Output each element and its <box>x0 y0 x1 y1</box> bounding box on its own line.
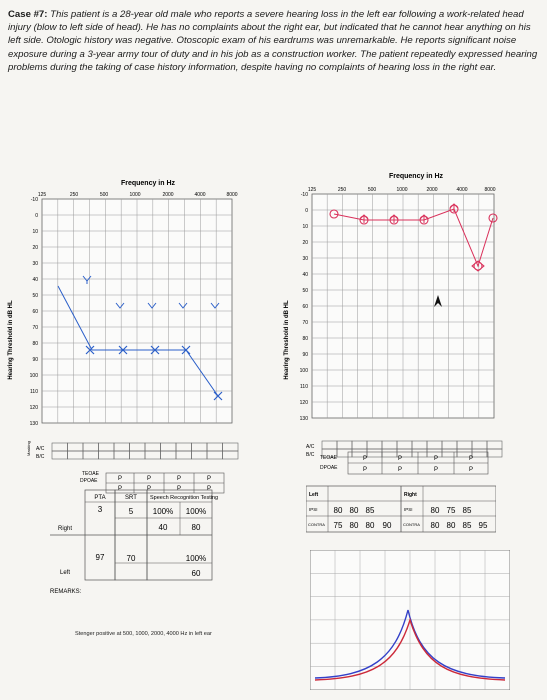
db-tick: 40 <box>32 277 38 283</box>
db-tick: 70 <box>32 325 38 331</box>
reflex-cell: 95 <box>478 521 488 530</box>
freq-tick: 4000 <box>194 192 206 198</box>
left-srt: 70 <box>126 554 136 563</box>
right-ac-label: A/C <box>306 444 315 450</box>
masking-box <box>52 443 68 451</box>
dpoae-label: DPOAE <box>80 478 98 484</box>
freq-tick: 1000 <box>129 192 141 198</box>
reflex-cell: 75 <box>333 521 343 530</box>
left-bc-label: B/C <box>36 454 45 460</box>
left-grid <box>42 199 232 423</box>
masking-box <box>223 451 239 459</box>
remarks-text: Stenger positive at 500, 1000, 2000, 4000 Hz in left ear <box>75 631 212 637</box>
case-title: Case #7: <box>8 9 48 20</box>
freq-tick: 8000 <box>226 192 238 198</box>
freq-tick: 2000 <box>426 187 438 193</box>
tympanogram <box>310 550 510 690</box>
freq-tick: 125 <box>37 192 47 198</box>
dpoae-cell: P <box>176 486 182 492</box>
masking-box <box>176 443 192 451</box>
masking-box <box>207 443 223 451</box>
right-wrs-2: 100% <box>185 507 207 516</box>
masking-box <box>223 443 239 451</box>
masking-box <box>83 443 99 451</box>
right-audiogram <box>276 170 544 480</box>
dpoae-cell: P <box>146 486 152 492</box>
reflex-cell: 80 <box>446 521 456 530</box>
reflex-left-label: Left <box>309 492 319 498</box>
right-grid <box>312 194 494 418</box>
reflex-cell: 80 <box>349 506 359 515</box>
masking-box <box>145 451 161 459</box>
db-tick: 130 <box>29 421 38 427</box>
db-tick: -10 <box>30 197 38 203</box>
dpoae-cell: P <box>433 467 439 473</box>
dpoae-cell: P <box>397 467 403 473</box>
right-ipsi-label: IPSI <box>404 507 413 512</box>
left-wrs: 100% <box>185 554 207 563</box>
case-description <box>8 8 538 74</box>
masking-box <box>145 443 161 451</box>
db-tick: 90 <box>302 352 308 358</box>
left-pta: 97 <box>95 553 105 562</box>
freq-tick: 2000 <box>162 192 174 198</box>
dpoae-label: DPOAE <box>320 465 338 471</box>
dpoae-cell: P <box>117 486 123 492</box>
masking-box <box>68 451 84 459</box>
teoae-label: TEOAE <box>82 471 99 477</box>
masking-box <box>114 443 130 451</box>
reflex-right-label: Right <box>404 492 417 498</box>
left-ipsi-label: IPSI <box>309 507 318 512</box>
right-y-label: Hearing Threshold in dB HL <box>284 300 290 380</box>
db-tick: 120 <box>299 400 308 406</box>
reflex-cell: 80 <box>349 521 359 530</box>
teoae-cell: P <box>176 476 182 482</box>
masking-box <box>161 443 177 451</box>
srt-header: SRT <box>125 495 137 501</box>
freq-tick: 125 <box>307 187 317 193</box>
db-tick: 60 <box>302 304 308 310</box>
left-freq-ticks <box>38 192 238 198</box>
freq-tick: 500 <box>367 187 377 193</box>
db-tick: 100 <box>299 368 308 374</box>
db-tick: 120 <box>29 405 38 411</box>
left-y-label: Hearing Threshold in dB HL <box>8 300 14 380</box>
db-tick: 110 <box>300 384 308 390</box>
speech-recognition-table <box>50 488 280 593</box>
masking-box <box>176 451 192 459</box>
reflex-cell: 80 <box>365 521 375 530</box>
right-ml-2: 80 <box>191 523 201 532</box>
left-ml: 60 <box>191 569 201 578</box>
teoae-cell: P <box>397 456 403 462</box>
right-ml: 40 <box>158 523 168 532</box>
freq-tick: 250 <box>337 187 347 193</box>
freq-tick: 4000 <box>456 187 468 193</box>
left-freq-title: Frequency in Hz <box>120 180 176 187</box>
db-tick: 10 <box>32 229 38 235</box>
left-masking-label: Masking <box>26 441 31 456</box>
case-text: This patient is a 28-year old male who reports a severe hearing loss in the left ear following a work-related head injury (blow to left side of head). He has no complaints about the right ear, but indicated that he cannot hear anything on his left side. Otologic history was negative. Otoscopic exam of his eardrums was unremarkable. He reports significant noise exposure during a 3-year army tour of duty and in his job as a construction worker. The patient repeatedly expressed hearing problems during the taking of case history information, despite having no complaints of hearing loss in the right ear. <box>8 9 538 73</box>
right-bc-label: B/C <box>306 452 315 458</box>
db-tick: 50 <box>32 293 38 299</box>
db-tick: 110 <box>30 389 38 395</box>
db-tick: 10 <box>302 224 308 230</box>
db-tick: 80 <box>32 341 38 347</box>
db-tick: 20 <box>32 245 38 251</box>
reflex-cell: 80 <box>430 521 440 530</box>
db-tick: 90 <box>32 357 38 363</box>
left-audiogram <box>0 170 272 480</box>
masking-box <box>99 443 115 451</box>
right-contra-label: CONTRA <box>403 522 420 527</box>
masking-box <box>130 443 146 451</box>
left-db-ticks <box>30 197 39 427</box>
right-wrs: 100% <box>152 507 174 516</box>
reflex-cell: 75 <box>446 506 456 515</box>
reflex-cell: 90 <box>382 521 392 530</box>
right-pta: 3 <box>97 505 103 514</box>
right-freq-ticks <box>308 187 496 193</box>
teoae-cell: P <box>468 456 474 462</box>
db-tick: 30 <box>32 261 38 267</box>
db-tick: -10 <box>300 192 308 198</box>
dpoae-cell: P <box>468 467 474 473</box>
db-tick: 80 <box>302 336 308 342</box>
reflex-cell: 85 <box>462 506 472 515</box>
masking-box <box>192 443 208 451</box>
db-tick: 40 <box>302 272 308 278</box>
db-tick: 130 <box>299 416 308 422</box>
reflex-cell: 85 <box>462 521 472 530</box>
db-tick: 60 <box>32 309 38 315</box>
masking-box <box>99 451 115 459</box>
db-tick: 70 <box>302 320 308 326</box>
teoae-cell: P <box>362 456 368 462</box>
masking-box <box>207 451 223 459</box>
left-ac-label: A/C <box>36 446 45 452</box>
teoae-cell: P <box>117 476 123 482</box>
right-srt: 5 <box>128 507 134 516</box>
remarks-label: REMARKS: <box>50 589 82 593</box>
db-tick: 20 <box>302 240 308 246</box>
teoae-cell: P <box>146 476 152 482</box>
masking-box <box>130 451 146 459</box>
dpoae-cell: P <box>362 467 368 473</box>
masking-box <box>114 451 130 459</box>
masking-box <box>161 451 177 459</box>
masking-box <box>192 451 208 459</box>
freq-tick: 500 <box>99 192 109 198</box>
reflex-table <box>306 485 496 535</box>
masking-box <box>52 451 68 459</box>
db-tick: 0 <box>35 213 38 219</box>
reflex-cell: 80 <box>333 506 343 515</box>
left-masking-boxes <box>52 443 238 459</box>
db-tick: 100 <box>29 373 38 379</box>
db-tick: 30 <box>302 256 308 262</box>
left-row-label: Left <box>60 570 71 576</box>
dpoae-cell: P <box>206 486 212 492</box>
reflex-cell: 85 <box>365 506 375 515</box>
db-tick: 50 <box>302 288 308 294</box>
masking-box <box>68 443 84 451</box>
srt-title: Speech Recognition Testing <box>150 495 219 501</box>
masking-box <box>83 451 99 459</box>
teoae-label: TEOAE <box>320 455 337 461</box>
right-oae-cells <box>318 448 498 478</box>
pta-header: PTA <box>94 495 106 501</box>
reflex-cell: 80 <box>430 506 440 515</box>
teoae-cell: P <box>433 456 439 462</box>
freq-tick: 1000 <box>396 187 408 193</box>
freq-tick: 8000 <box>484 187 496 193</box>
db-tick: 0 <box>305 208 308 214</box>
right-db-ticks <box>300 192 309 422</box>
left-contra-label: CONTRA <box>308 522 325 527</box>
right-freq-title: Frequency in Hz <box>388 173 444 180</box>
right-row-label: Right <box>58 526 73 532</box>
freq-tick: 250 <box>69 192 79 198</box>
teoae-cell: P <box>206 476 212 482</box>
